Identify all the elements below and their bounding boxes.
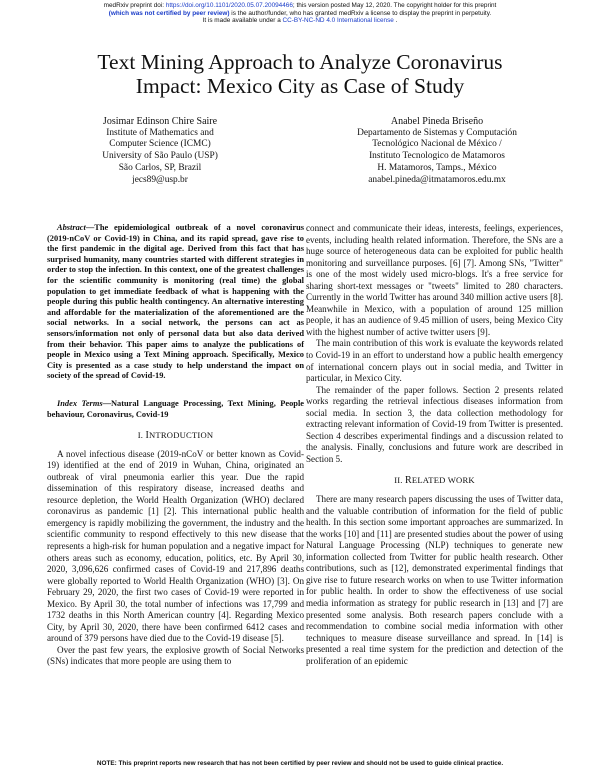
index-terms-lead: Index Terms <box>57 398 103 408</box>
section-initial: I <box>145 430 150 442</box>
author-email: anabel.pineda@itmatamoros.edu.mx <box>368 174 506 185</box>
banner-line-1 <box>0 2 600 10</box>
author-affiliation-line: Departamento de Sistemas y Computación <box>357 127 517 138</box>
section-title-rest: ELATED WORK <box>411 475 475 486</box>
paragraph: There are many research papers discussing the uses of Twitter data, and the valuable contribution of information for the field of public health. In this section some important approaches are summarized. In the works [10] and [11] are presented studies about the power of using Natural Language Processing (NLP) techniques to generate new information collected from Twitter for public health research. Other contributions, such as [12], demonstrated experimental findings that give rise to future research works on when to use Twitter information for public health. In order to show the effectiveness of use social media information as strategy for public research in [13] and [7] are presented some analysis. Both research papers conclude with a recommendation to combine social media information with other techniques to measure disease surveillance and spread. In [14] is presented a real time system for the prediction and detection of the proliferation of an epidemic <box>306 494 563 666</box>
banner-text: . <box>393 17 398 25</box>
section-heading-related-work <box>306 475 563 487</box>
license-link[interactable]: CC-BY-NC-ND 4.0 International license <box>282 17 394 25</box>
abstract <box>47 223 304 382</box>
preprint-footer-note: NOTE: This preprint reports new research that has not been certified by peer review and should not be used to guide clinical practice. <box>96 760 504 767</box>
author-name: Anabel Pineda Briseño <box>390 116 484 127</box>
author-affiliation-line: Computer Science (ICMC) <box>109 139 211 150</box>
doi-link[interactable]: https://doi.org/10.1101/2020.05.07.20094466 <box>165 2 293 9</box>
banner-line-3 <box>0 17 600 25</box>
author-affiliation-line: Tecnológico Nacional de México / <box>372 139 502 150</box>
paragraph: A novel infectious disease (2019-nCoV or better known as Covid-19) identified at the end of 2019 in Wuhan, China, originated an outbreak of viral pneumonia earlier this year. Due the rapid dissemination of this respiratory disease, increased deaths and resource depletion, the World Health Organization (WHO) declared coronavirus as pandemic [1] [2]. This international public health emergency is rapidly mobilizing the government, the industry and the scientific community to respond effectively to this new disease that represents a high-risk for human population and a negative impact for others areas such as economy, education, politics, etc. By April 30, 2020, 3,096,626 confirmed cases of Covid-19 and 217,896 deaths were globally reported to World Health Organization (WHO) [3]. On February 29, 2020, the first two cases of Covid-19 were reported in Mexico. By April 30, the total number of infections was 17,799 and 1732 deaths in this North American country [4]. Regarding Mexico City, by April 30, 2020, there have been confirmed 6412 cases and around of 379 persons have died due to the Covid-19 disease [5]. <box>47 448 304 644</box>
author-affiliation-line: H. Matamoros, Tamps., México <box>377 162 497 173</box>
author-affiliation-line: Institute of Mathematics and <box>106 127 214 138</box>
paragraph: connect and communicate their ideas, interests, feelings, experiences, events, including health related information. Therefore, the SNs are a huge source of heterogeneous data can be exploited for public health monitoring and surveillance purposes. [6] [7]. Among SNs, "Twitter" is one of the most widely used micro-blogs. It's a free service for sharing short-text messages or "tweets" limited to 280 characters. Currently in the world Twitter has around 340 million active users [8]. Meanwhile in Mexico, with a population of around 125 million people, it has an audience of 9.45 million of users, being Mexico City with the highest number of active twitter users [9]. <box>306 223 563 337</box>
abstract-text: —The epidemiological outbreak of a novel coronavirus (2019-nCoV or Covid-19) in China, and its rapid spread, gave rise to the first pandemic in the digital age. Derived from this fact that has surprised humanity, many countries started with different strategies in order to stop the infection. In this context, one of the greatest challenges for the scientific community is monitoring (real time) the global population to get immediate feedback of what is happening with the people during this public health contingency. An alternative interesting and affordable for the materialization of the aforementioned are the social networks. In a social network, the persons can act as sensors/information not only of personal data but also data derived from their behavior. This paper aims to analyze the publications of people in Mexico using a Text Mining approach. Specifically, Mexico City is presented as a case study to help understand the impact on society of the spread of Covid-19. <box>47 223 304 381</box>
section-number: I. <box>137 430 146 441</box>
section-heading-introduction <box>47 430 304 442</box>
abstract-lead: Abstract <box>57 223 86 232</box>
title-line-2: Impact: Mexico City as Case of Study <box>135 74 465 98</box>
paragraph: The main contribution of this work is evaluate the keywords related to Covid-19 in an effort to understand how a public health emergency of international concern plays out in social media, and Twitter in particular, in Mexico City. <box>306 338 563 384</box>
author-block-2 <box>322 116 552 186</box>
banner-text: medRxiv preprint doi: <box>103 2 166 9</box>
section-initial: R <box>405 475 412 487</box>
author-affiliation-line: Instituto Tecnologico de Matamoros <box>369 151 505 162</box>
paragraph: The remainder of the paper follows. Section 2 presents related works regarding the retrieval infectious diseases information from social media. In section 3, the data collection methodology for extracting relevant information of Covid-19 from Twitter is presented. Section 4 describes experimental findings and a discussion related to the analysis. Finally, conclusions and future work are described in Section 5. <box>306 384 563 464</box>
paper-title <box>40 50 560 98</box>
banner-line-2 <box>0 10 600 18</box>
author-block-1 <box>45 116 275 186</box>
index-terms <box>47 399 304 420</box>
section-title-rest: NTRODUCTION <box>149 430 214 441</box>
author-name: Josimar Edinson Chire Saire <box>102 116 218 127</box>
left-column <box>47 223 304 668</box>
section-number: II. <box>394 475 406 486</box>
author-email: jecs89@usp.br <box>132 174 188 185</box>
author-affiliation-line: University of São Paulo (USP) <box>102 151 218 162</box>
banner-text: is the author/funder, who has granted medRxiv a license to display the preprint in perpetuity. <box>229 9 492 17</box>
banner-text: ; this version posted May 12, 2020. The copyright holder for this preprint <box>292 2 497 9</box>
paragraph: Over the past few years, the explosive growth of Social Networks (SNs) indicates that more people are using them to <box>47 644 304 667</box>
author-affiliation-line: São Carlos, SP, Brazil <box>118 162 202 173</box>
banner-text: It is made available under a <box>202 17 283 25</box>
right-column <box>306 223 563 667</box>
peer-review-note: (which was not certified by peer review) <box>108 9 230 17</box>
index-terms-text: —Natural Language Processing, Text Mining, People behaviour, Coronavirus, Covid-19 <box>47 398 304 419</box>
preprint-banner <box>0 2 600 25</box>
title-line-1: Text Mining Approach to Analyze Coronavirus <box>97 50 503 74</box>
